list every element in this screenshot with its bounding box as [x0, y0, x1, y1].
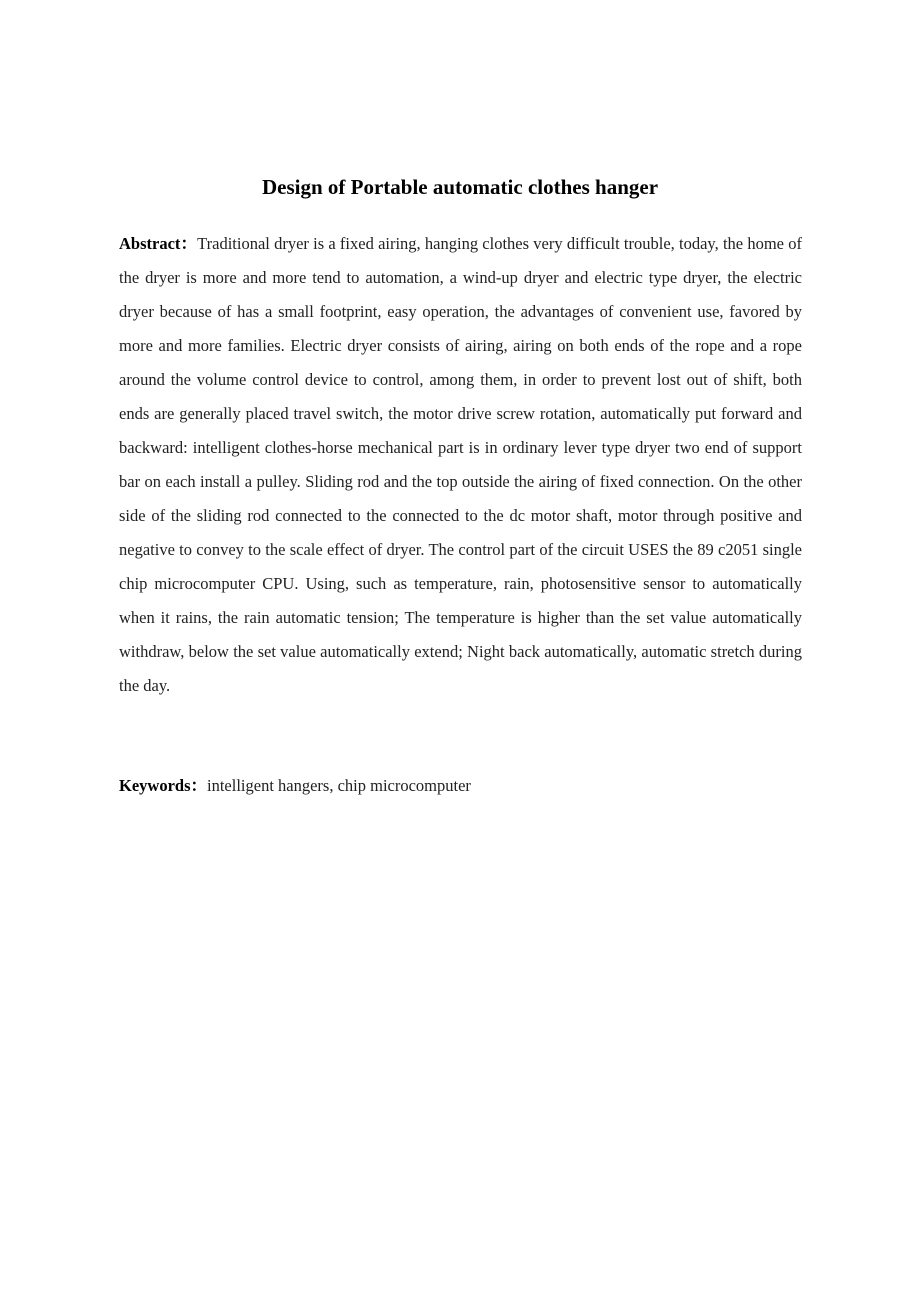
- abstract-label: Abstract：: [119, 234, 198, 253]
- keywords-label: Keywords：: [119, 776, 207, 795]
- keywords-line: [119, 769, 802, 803]
- abstract-text: Traditional dryer is a fixed airing, hanging clothes very difficult trouble, today, the home of the dryer is more and more tend to automation, a wind-up dryer and electric type dryer, the electric dryer because of has a small footprint, easy operation, the advantages of convenient use, favored by more and more families. Electric dryer consists of airing, airing on both ends of the rope and a rope around the volume control device to control, among them, in order to prevent lost out of shift, both ends are generally placed travel switch, the motor drive screw rotation, automatically put forward and backward: intelligent clothes-horse mechanical part is in ordinary lever type dryer two end of support bar on each install a pulley. Sliding rod and the top outside the airing of fixed connection. On the other side of the sliding rod connected to the connected to the dc motor shaft, motor through positive and negative to convey to the scale effect of dryer. The control part of the circuit USES the 89 c2051 single chip microcomputer CPU. Using, such as temperature, rain, photosensitive sensor to automatically when it rains, the rain automatic tension; The temperature is higher than the set value automatically withdraw, below the set value automatically extend; Night back automatically, automatic stretch during the day.: [119, 234, 802, 695]
- keywords-text: intelligent hangers, chip microcomputer: [207, 776, 471, 795]
- abstract-paragraph: [119, 227, 802, 703]
- paper-title: Design of Portable automatic clothes hanger: [261, 175, 659, 199]
